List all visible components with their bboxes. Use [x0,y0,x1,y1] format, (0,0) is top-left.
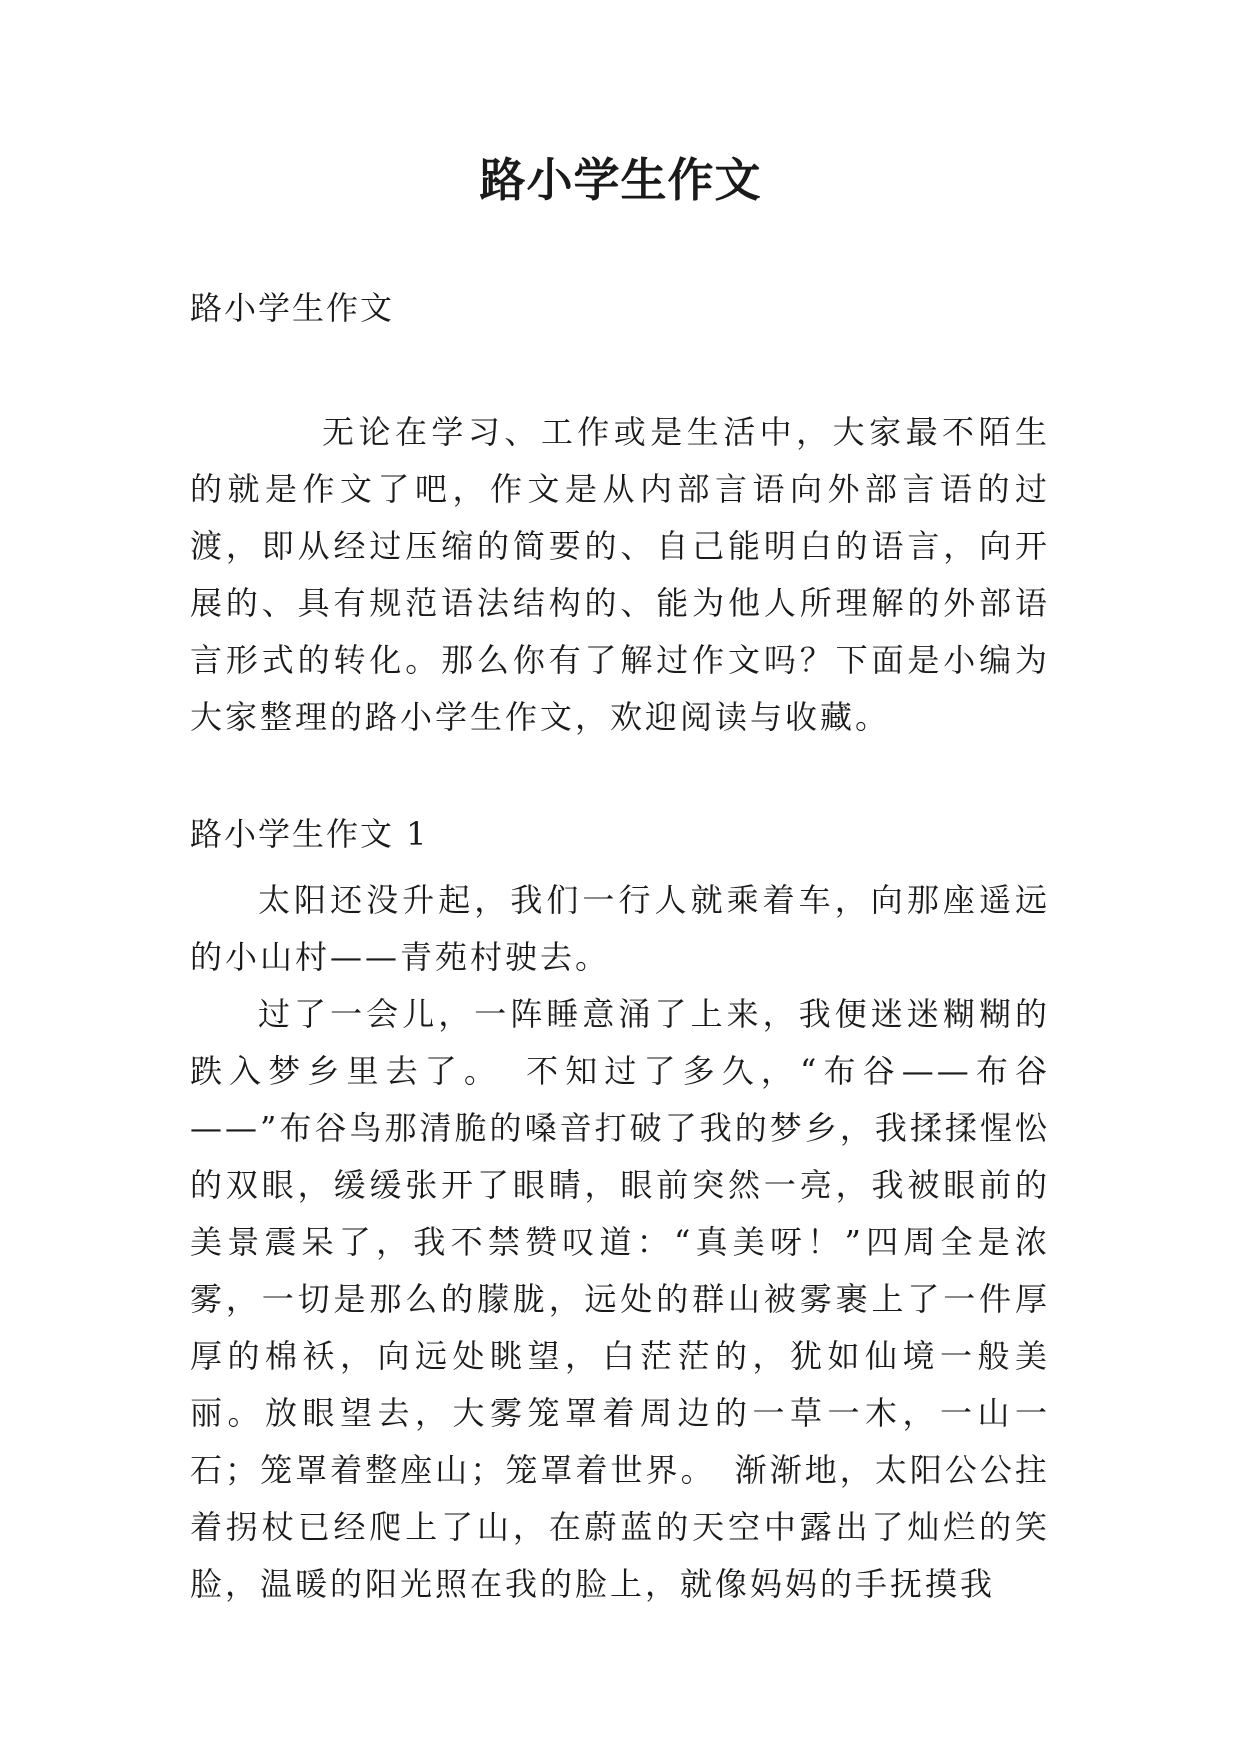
document-subtitle: 路小学生作文 [190,289,395,327]
body-paragraph-2: 过了一会儿，一阵睡意涌了上来，我便迷迷糊糊的跌入梦乡里去了。 不知过了多久，“布谷——布谷——”布谷鸟那清脆的嗓音打破了我的梦乡，我揉揉惺忪的双眼，缓缓张开了眼睛，眼前突然一亮，我被眼前的美景震呆了，我不禁赞叹道：“真美呀！”四周全是浓雾，一切是那么的朦胧，远处的群山被雾裹上了一件厚厚的棉袄，向远处眺望，白茫茫的，犹如仙境一般美丽。放眼望去，大雾笼罩着周边的一草一木，一山一石；笼罩着整座山；笼罩着世界。 渐渐地，太阳公公拄着拐杖已经爬上了山，在蔚蓝的天空中露出了灿烂的笑脸，温暖的阳光照在我的脸上，就像妈妈的手抚摸我 [190,995,1050,1603]
body-paragraph-1: 太阳还没升起，我们一行人就乘着车，向那座遥远的小山村——青苑村驶去。 [190,881,1050,976]
document-title: 路小学生作文 [479,153,762,207]
intro-paragraph: 无论在学习、工作或是生活中，大家最不陌生的就是作文了吧，作文是从内部言语向外部言语的过渡，即从经过压缩的简要的、自己能明白的语言，向开展的、具有规范语法结构的、能为他人所理解的外部语言形式的转化。那么你有了解过作文吗？下面是小编为大家整理的路小学生作文，欢迎阅读与收藏。 [190,413,1050,736]
section-heading: 路小学生作文 1 [190,815,429,853]
